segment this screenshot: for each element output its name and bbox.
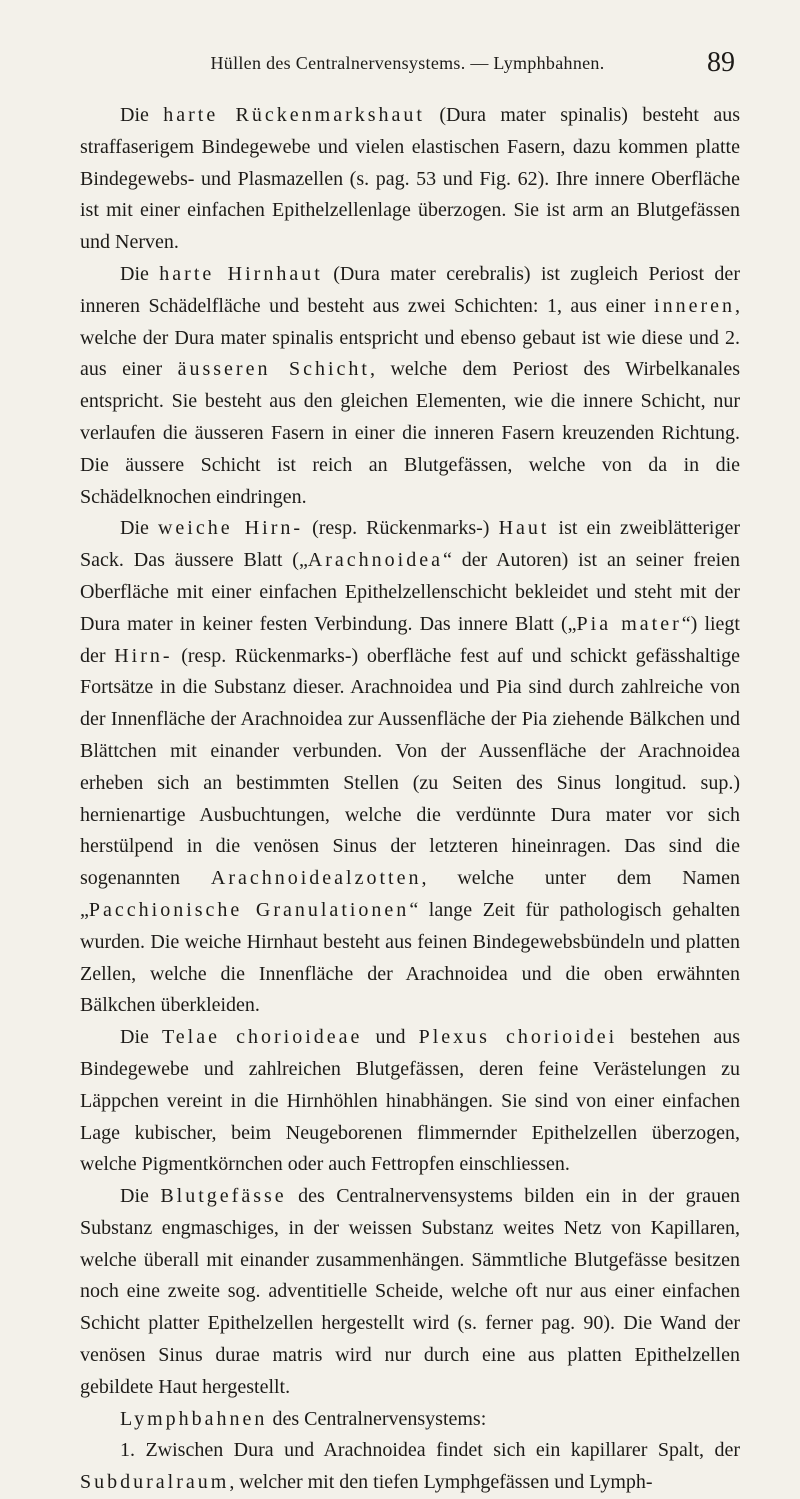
paragraph-lymphbahnen — [80, 1404, 740, 1436]
term-haut: Haut — [498, 517, 550, 540]
text-run: , welche dem Periost des Wirbelkanales entspricht. Sie besteht aus den gleichen Elementen, wie die innere Schicht, nur verlaufen die äusseren Fasern in einer die inneren Fasern kreuzenden Richtung. Die äussere Schicht ist reich an Blutgefässen, welche von da in die Schädelknochen eindringen. — [80, 358, 740, 508]
body-text — [80, 100, 740, 1499]
text-run: (Dura mater cerebralis) ist zugleich Periost der inneren Schädelfläche und besteht aus zwei Schichten: 1, aus einer — [80, 262, 740, 317]
text-run: Die — [120, 1185, 161, 1208]
text-run: , welche der Dura mater spinalis entspricht und ebenso gebaut ist wie diese und 2. aus einer — [80, 294, 740, 381]
term-subduralraum: Subduralraum — [80, 1471, 230, 1494]
term-blutgefaesse: Blutgefässe — [160, 1185, 287, 1208]
term-pacchionische-granulationen: Pacchionische Granulationen — [88, 898, 410, 921]
text-run: und — [362, 1026, 419, 1049]
text-run: (resp. Rückenmarks-) oberfläche fest auf und schickt gefässhaltige Fortsätze in die Substanz dieser. Arachnoidea und Pia sind durch zahlreiche von der Innenfläche der Arachnoidea zur Aussenfläche der Pia ziehende Bälkchen und Blättchen mit einander verbunden. Von der Aussenfläche der Arachnoidea erheben sich an bestimmten Stellen (zu Seiten des Sinus longitud. sup.) hernienartige Ausbuchtungen, welche die verdünnte Dura mater vor sich herstülpend in die venösen Sinus der letzteren hineinragen. Das sind die sogenannten — [80, 644, 741, 890]
text-run: “ der Autoren) ist an seiner freien Oberfläche mit einer einfachen Epithelzellenschicht bekleidet und steht mit der Dura mater in keiner festen Verbindung. Das innere Blatt („ — [80, 549, 741, 635]
text-run: ist ein zweiblätteriger Sack. Das äussere Blatt („ — [80, 517, 740, 572]
text-run: des Centralnervensystems bilden ein in der grauen Substanz engmaschiges, in der weissen Substanz weites Netz von Kapillaren, welche überall mit einander zusammenhängen. Sämmtliche Blutgefässe besitzen noch eine zweite sog. adventitielle Scheide, welche oft nur aus einer einfachen Schicht platter Epithelzellen hergestellt wird (s. ferner pag. 90). Die Wand der venösen Sinus durae matris wird nur durch eine aus platten Epithelzellen gebildete Haut hergestellt. — [80, 1185, 740, 1398]
text-run: Die — [120, 517, 158, 540]
text-run: Die — [120, 262, 160, 285]
term-arachnoidea: Arachnoidea — [307, 549, 443, 572]
term-harte-rueckenmarkshaut: harte Rückenmarkshaut — [163, 104, 425, 126]
term-lymphbahnen: Lymphbahnen — [120, 1407, 268, 1430]
text-run: bestehen aus Bindegewebe und zahlreichen Blutgefässen, deren feine Verästelungen zu Läppchen vereint in die Hirnhöhlen hinabhängen. Sie sind von einer einfachen Lage kubischer, beim Neugeborenen flimmernder Epithelzellen überzogen, welche Pigmentkörnchen oder auch Fettropfen einschliessen. — [80, 1026, 740, 1176]
text-run: , welcher mit den tiefen Lymphgefässen und Lymph- — [229, 1471, 653, 1494]
term-pia-mater: Pia mater — [576, 612, 682, 635]
text-run: des Centralnervensystems: — [267, 1407, 487, 1430]
paragraph-subduralraum — [80, 1435, 740, 1499]
paragraph-weiche-hirnhaut — [80, 513, 740, 1022]
term-weiche-hirn: weiche Hirn- — [157, 517, 304, 540]
term-telae-chorioideae: Telae chorioideae — [161, 1026, 363, 1049]
term-harte-hirnhaut: harte Hirnhaut — [159, 262, 323, 285]
text-run: Die — [120, 1026, 162, 1049]
text-run: , welche unter dem Namen „ — [80, 867, 740, 921]
paragraph-telae-chorioideae — [80, 1022, 740, 1181]
text-run: “) liegt der — [80, 612, 740, 667]
text-run: 1. Zwischen Dura und Arachnoidea findet sich ein kapillarer Spalt, der — [120, 1439, 740, 1462]
term-plexus-chorioidei: Plexus chorioidei — [418, 1026, 618, 1049]
page-number: 89 — [707, 47, 735, 78]
term-arachnoidealzotten: Arachnoidealzotten — [210, 867, 422, 890]
term-inneren: inneren — [654, 294, 735, 317]
paragraph-dura-cerebralis — [80, 259, 740, 513]
text-run: (Dura mater spinalis) besteht aus straffaserigem Bindegewebe und vielen elastischen Fasern, dazu kommen platte Bindegewebs- und Plasmazellen (s. pag. 53 und Fig. 62). Ihre innere Oberfläche ist mit einer einfachen Epithelzellenlage überzogen. Sie ist arm an Blutgefässen und Nerven. — [80, 104, 740, 254]
running-title: Hüllen des Centralnervensystems. — Lymphbahnen. — [210, 53, 605, 73]
text-run: (resp. Rückenmarks-) — [303, 517, 499, 540]
term-aeusseren-schicht: äusseren Schicht — [177, 358, 370, 381]
text-run: “ lange Zeit für pathologisch gehalten wurden. Die weiche Hirnhaut besteht aus feinen Bindegewebsbündeln und platten Zellen, welche die Innenfläche der Arachnoidea und die oben erwähnten Bälkchen überkleiden. — [80, 898, 740, 1017]
text-run: Die — [120, 104, 164, 126]
term-hirn: Hirn- — [114, 644, 173, 667]
paragraph-dura-spinalis — [80, 100, 740, 259]
paragraph-blutgefaesse — [80, 1181, 740, 1404]
running-header — [80, 43, 735, 83]
